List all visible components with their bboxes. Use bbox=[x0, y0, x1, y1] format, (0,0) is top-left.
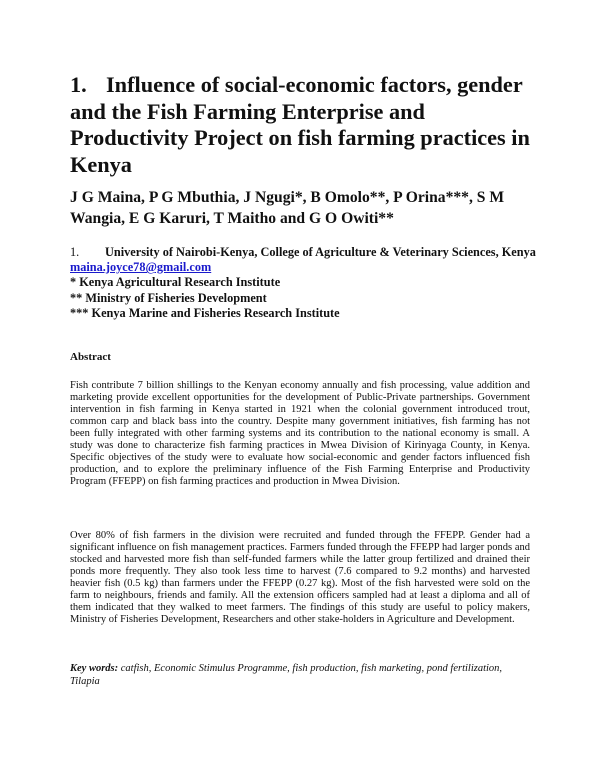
affiliation-kari: * Kenya Agricultural Research Institute bbox=[70, 275, 281, 290]
primary-affiliation-text: University of Nairobi-Kenya, College of Agriculture & Veterinary Sciences, Kenya bbox=[105, 245, 536, 259]
keywords-text: catfish, Economic Stimulus Programme, fish production, fish marketing, pond fertilization, Tilapia bbox=[70, 663, 503, 687]
abstract-heading: Abstract bbox=[70, 351, 111, 363]
affiliation-number: 1. bbox=[70, 245, 80, 259]
primary-affiliation bbox=[70, 245, 540, 260]
email-link[interactable]: maina.joyce78@gmail.com bbox=[70, 260, 212, 275]
abstract-paragraph-2: Over 80% of fish farmers in the division were recruited and funded through the FFEPP. Gender had a significant influence on fish management practices. Farmers funded through the FFEPP had larger ponds and stocked and harvested more fish than self-funded farmers while the latter group fertilized and drained their ponds more frequently. They also took less time to harvest (7.6 compared to 9.2 months) and harvested heavier fish (0.5 kg) than farmers under the FFEPP (0.27 kg). Most of the fish harvested were sold on the farm to neighbours, friends and family. All the extension officers sampled had at least a diploma and all of them indicated that they walked to meet farmers. The findings of this study are useful to policy makers, Ministry of Fisheries Development, Researchers and other stake-holders in Agriculture and Development. bbox=[70, 530, 530, 626]
abstract-paragraph-1: Fish contribute 7 billion shillings to the Kenyan economy annually and fish processing, value addition and marketing provide excellent opportunities for the development of Public-Private partnerships. Government intervention in fish farming in Kenya started in 1921 when the colonial government introduced trout, common carp and black bass into the country. Despite many government initiatives, fish farming has not been fully integrated with other farming systems and its contribution to the national economy is small. A study was done to characterize fish farming practices in Mwea Division of Kirinyaga County, in Kenya. Specific objectives of the study were to evaluate how social-economic and gender factors influenced fish production, and to explore the preliminary influence of the Fish Farming Enterprise and Productivity Program (FFEPP) on fish farming practices and production in Mwea Division. bbox=[70, 380, 530, 488]
keywords bbox=[70, 663, 530, 688]
paper-title bbox=[70, 72, 540, 178]
keywords-label: Key words: bbox=[70, 663, 119, 674]
affiliations bbox=[70, 245, 540, 321]
section-number: 1. bbox=[70, 72, 87, 97]
author-list: J G Maina, P G Mbuthia, J Ngugi*, B Omolo**, P Orina***, S M Wangia, E G Karuri, T Maitho and G O Owiti** bbox=[70, 189, 505, 227]
affiliation-kmfri: *** Kenya Marine and Fisheries Research Institute bbox=[70, 305, 340, 320]
title-text: Influence of social-economic factors, gender and the Fish Farming Enterprise and Productivity Project on fish farming practices in Kenya bbox=[70, 72, 530, 177]
affiliation-ministry: ** Ministry of Fisheries Development bbox=[70, 290, 267, 305]
